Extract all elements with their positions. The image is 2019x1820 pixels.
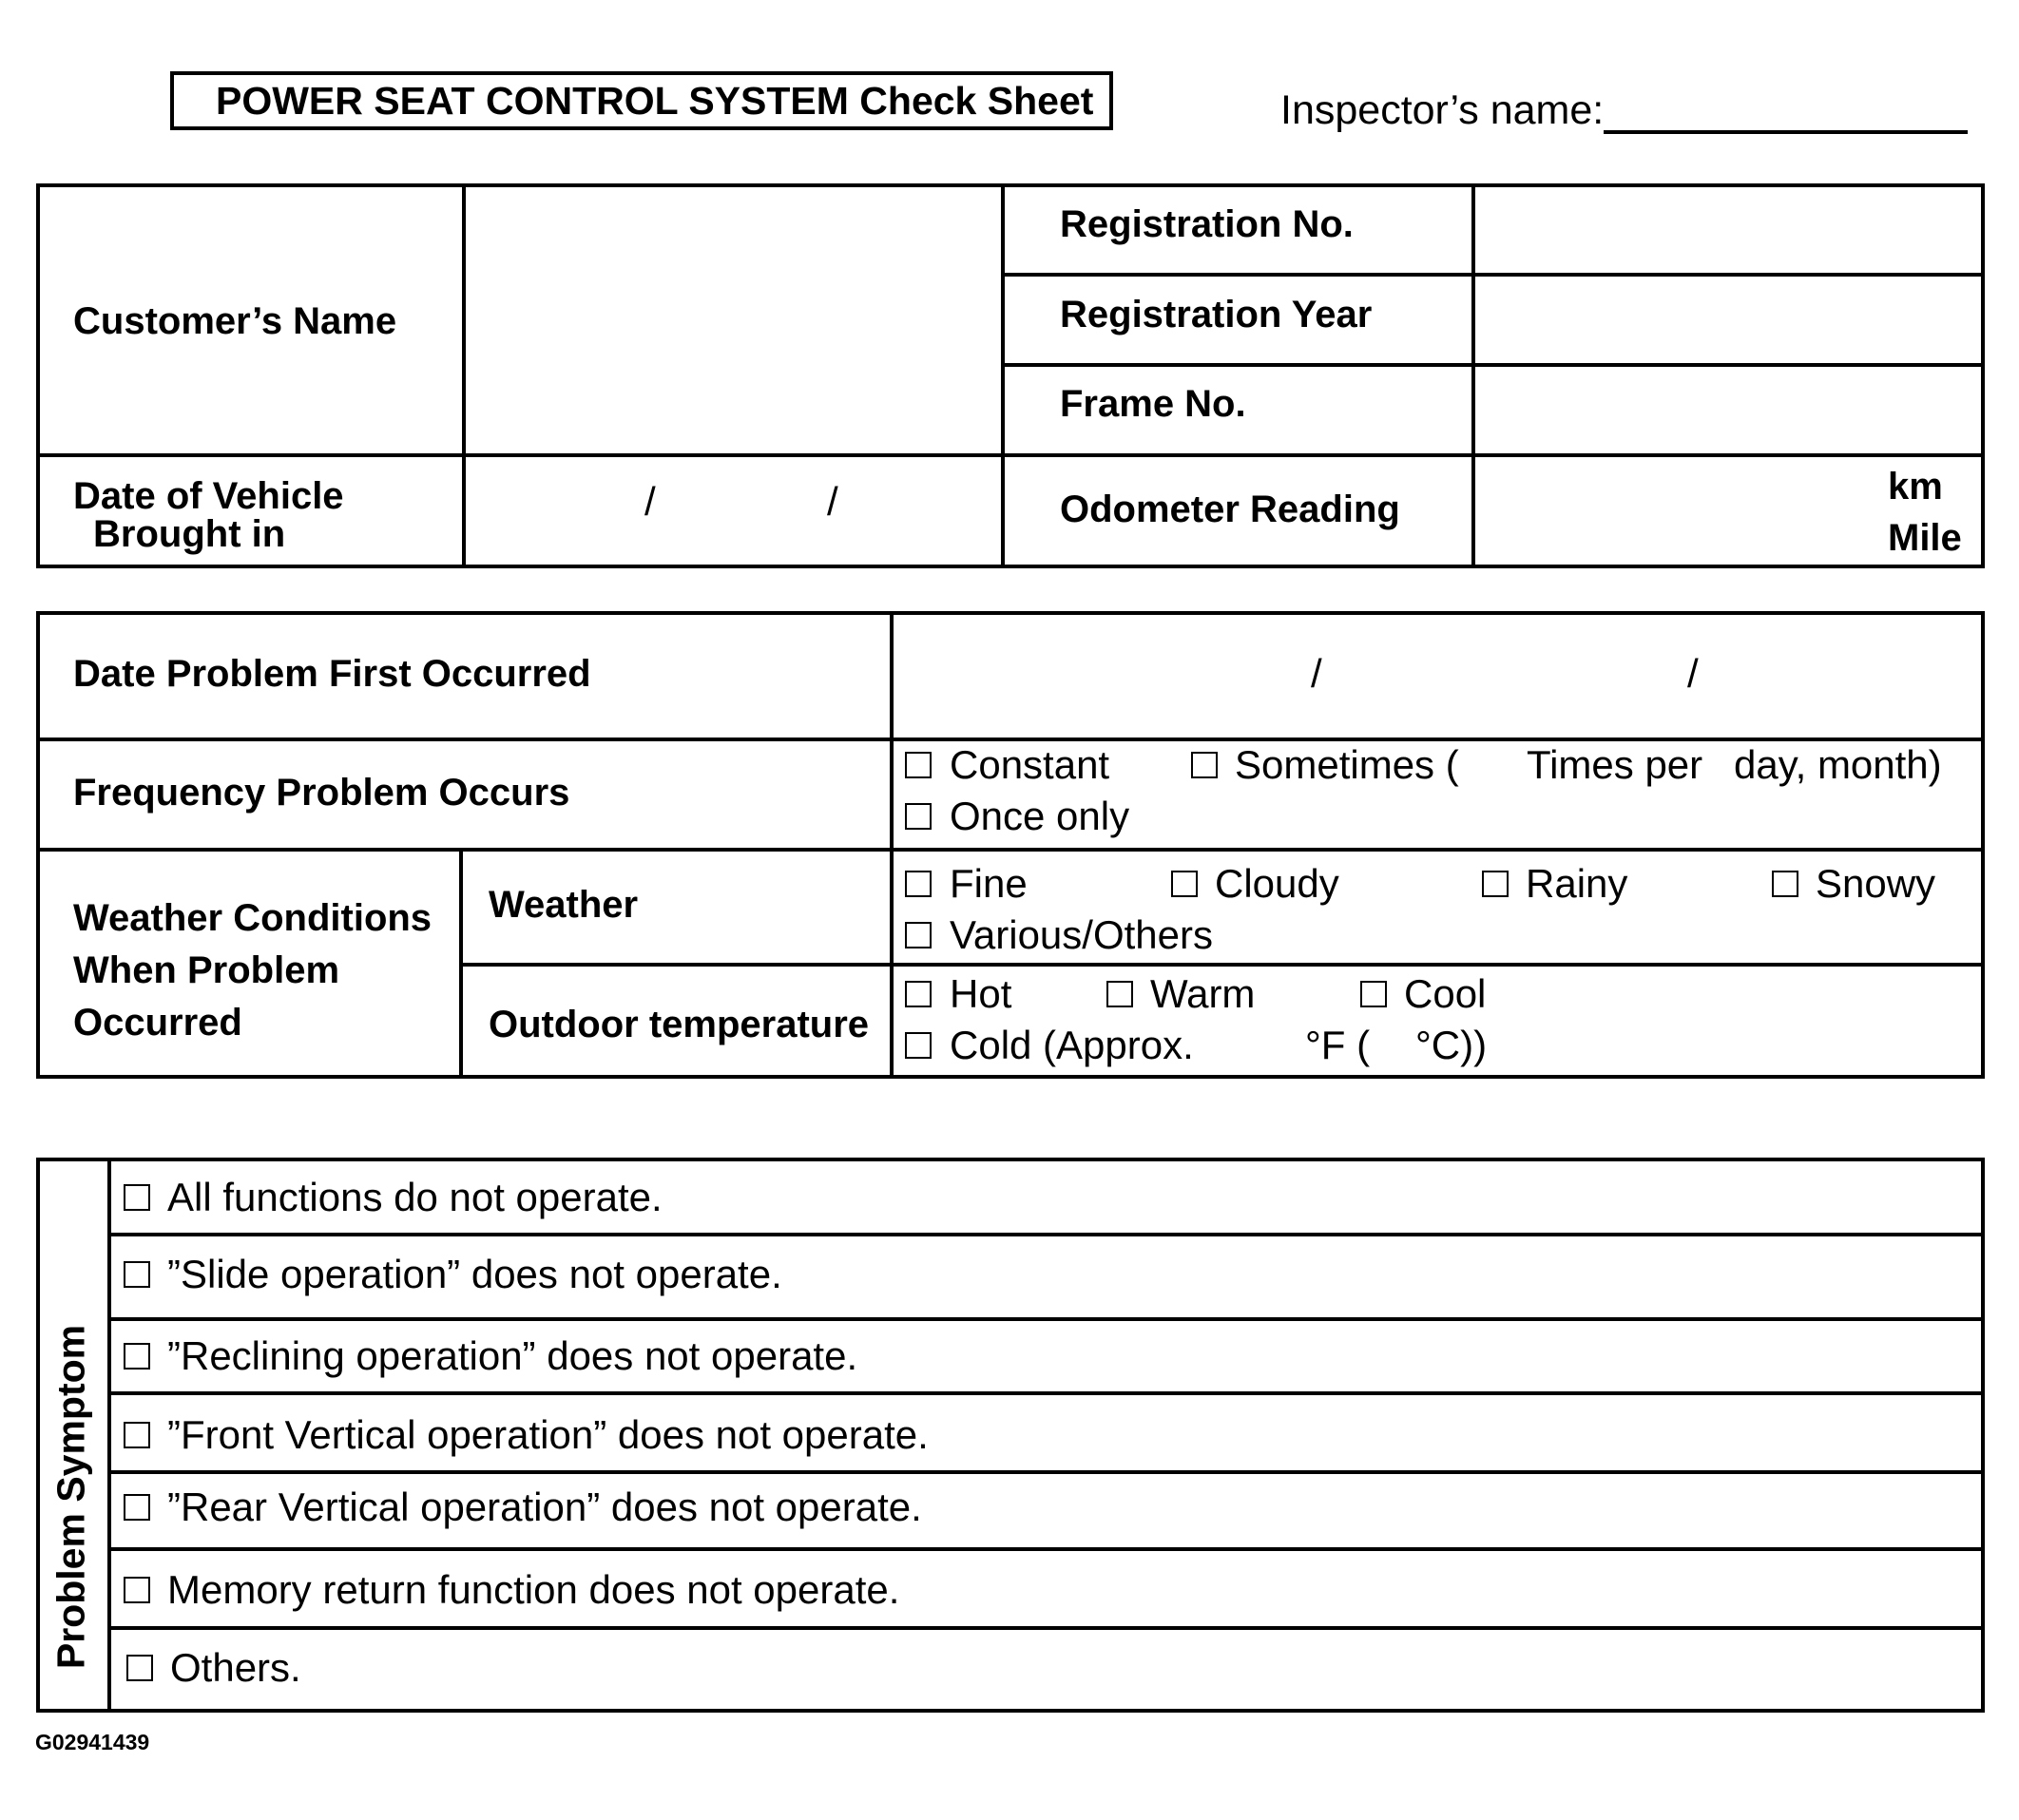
customer-name-label: Customer’s Name	[73, 300, 397, 342]
checkbox-snowy[interactable]	[1772, 871, 1798, 897]
date-brought-label-line1: Date of Vehicle	[73, 475, 344, 517]
checkbox-symptom[interactable]	[124, 1422, 150, 1448]
option-label: Constant	[950, 742, 1110, 787]
date-separator: /	[1687, 651, 1699, 696]
checkbox-fine[interactable]	[905, 871, 932, 897]
option-label: °F (	[1305, 1023, 1371, 1067]
registration-year-label: Registration Year	[1060, 294, 1373, 335]
option-label: Times per	[1527, 742, 1703, 787]
checkbox-symptom[interactable]	[124, 1343, 150, 1370]
symptom-item: Others.	[170, 1645, 301, 1690]
checkbox-constant[interactable]	[905, 752, 932, 778]
divider	[107, 1391, 1985, 1395]
symptom-item: ”Front Vertical operation” does not operate.	[167, 1412, 929, 1457]
checkbox-rainy[interactable]	[1482, 871, 1509, 897]
divider	[107, 1233, 1985, 1236]
divider	[107, 1626, 1985, 1630]
checkbox-symptom[interactable]	[124, 1577, 150, 1603]
option-label: day, month)	[1734, 742, 1942, 787]
registration-no-label: Registration No.	[1060, 203, 1354, 245]
checkbox-cool[interactable]	[1360, 981, 1387, 1007]
option-label: Hot	[950, 971, 1012, 1016]
date-separator: /	[827, 479, 838, 524]
inspector-name-label: Inspector’s name:	[1280, 87, 1605, 133]
symptom-item: All functions do not operate.	[167, 1175, 663, 1219]
date-separator: /	[644, 479, 656, 524]
checkbox-once-only[interactable]	[905, 803, 932, 830]
checkbox-symptom[interactable]	[124, 1494, 150, 1521]
option-label: Fine	[950, 861, 1028, 906]
checkbox-warm[interactable]	[1106, 981, 1133, 1007]
frame-no-field[interactable]	[1475, 367, 1981, 453]
registration-no-field[interactable]	[1475, 187, 1981, 273]
odometer-unit-mile: Mile	[1888, 517, 1962, 559]
weather-conditions-label-line2: When Problem	[73, 949, 340, 991]
divider	[107, 1470, 1985, 1474]
symptom-item: ”Reclining operation” does not operate.	[167, 1333, 858, 1378]
checkbox-hot[interactable]	[905, 981, 932, 1007]
divider	[107, 1317, 1985, 1321]
divider	[890, 611, 894, 1079]
option-label: Sometimes (	[1235, 742, 1459, 787]
inspector-name-field[interactable]	[1604, 130, 1968, 134]
weather-conditions-label-line1: Weather Conditions	[73, 897, 433, 939]
option-label: Rainy	[1526, 861, 1628, 906]
date-separator: /	[1311, 651, 1322, 696]
checkbox-symptom[interactable]	[124, 1184, 150, 1211]
registration-year-field[interactable]	[1475, 277, 1981, 363]
option-label: Once only	[950, 794, 1130, 838]
divider	[1001, 183, 1005, 568]
symptom-item: ”Rear Vertical operation” does not operate.	[167, 1485, 922, 1529]
odometer-field[interactable]	[1475, 457, 1875, 565]
checkbox-cold[interactable]	[905, 1032, 932, 1059]
customer-name-field[interactable]	[466, 187, 1001, 453]
checkbox-sometimes[interactable]	[1191, 752, 1218, 778]
weather-label: Weather	[489, 884, 639, 926]
divider	[107, 1547, 1985, 1551]
checkbox-symptom[interactable]	[126, 1655, 153, 1681]
checkbox-various[interactable]	[905, 922, 932, 948]
date-first-occurred-label: Date Problem First Occurred	[73, 653, 591, 695]
option-label: °C))	[1415, 1023, 1488, 1067]
option-label: Various/Others	[950, 912, 1213, 957]
problem-symptom-label: Problem Symptom	[48, 1324, 93, 1670]
option-label: Snowy	[1816, 861, 1936, 906]
check-sheet-title: POWER SEAT CONTROL SYSTEM Check Sheet	[170, 71, 1113, 130]
date-brought-label-line2: Brought in	[93, 513, 286, 555]
option-label: Cool	[1404, 971, 1487, 1016]
checkbox-cloudy[interactable]	[1171, 871, 1198, 897]
symptom-item: ”Slide operation” does not operate.	[167, 1252, 782, 1296]
frequency-label: Frequency Problem Occurs	[73, 772, 570, 814]
divider	[459, 963, 1985, 967]
divider	[36, 848, 1985, 852]
figure-code: G02941439	[35, 1730, 150, 1754]
odometer-unit-km: km	[1888, 466, 1943, 508]
symptom-item: Memory return function does not operate.	[167, 1567, 900, 1612]
frame-no-label: Frame No.	[1060, 383, 1246, 425]
option-label: Warm	[1150, 971, 1256, 1016]
option-label: Cold (Approx.	[950, 1023, 1194, 1067]
weather-conditions-label-line3: Occurred	[73, 1002, 242, 1044]
outdoor-temperature-label: Outdoor temperature	[489, 1004, 870, 1045]
odometer-label: Odometer Reading	[1060, 489, 1400, 530]
option-label: Cloudy	[1215, 861, 1339, 906]
checkbox-symptom[interactable]	[124, 1261, 150, 1288]
